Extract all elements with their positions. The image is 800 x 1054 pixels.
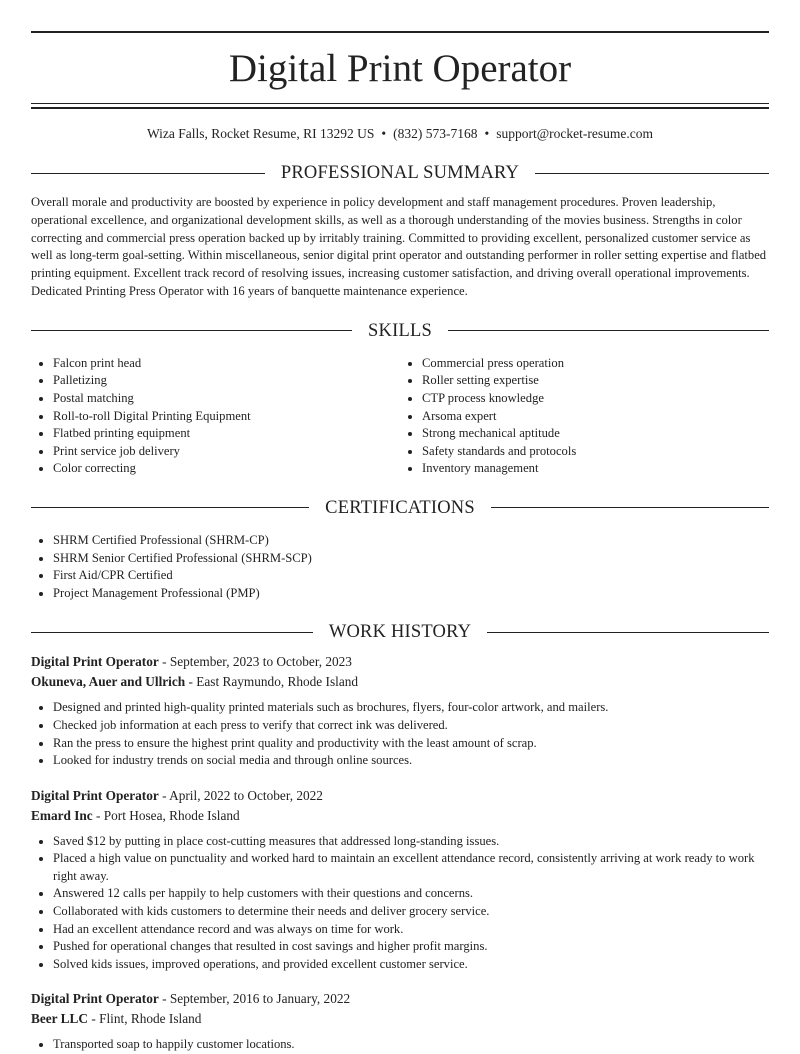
job-title-line — [31, 786, 769, 806]
contact-phone: (832) 573-7168 — [393, 126, 478, 141]
job-bullets — [31, 699, 769, 769]
header — [31, 0, 769, 109]
list-item: • CTP process knowledge — [422, 390, 769, 408]
list-item: • Falcon print head — [53, 355, 400, 373]
list-item: • Strong mechanical aptitude — [422, 425, 769, 443]
list-item: • Answered 12 calls per happily to help customers with their questions and concerns. — [53, 885, 769, 903]
list-item: • Solved kids issues, improved operations, and provided excellent customer service. — [53, 956, 769, 974]
job-title: Digital Print Operator — [31, 654, 159, 670]
list-item: • First Aid/CPR Certified — [53, 567, 769, 585]
heading-rule — [448, 330, 769, 331]
list-item: • SHRM Senior Certified Professional (SHRM-SCP) — [53, 550, 769, 568]
section-heading-summary — [31, 161, 769, 185]
list-item: • Flatbed printing equipment — [53, 425, 400, 443]
job-title: Digital Print Operator — [31, 787, 159, 803]
certifications-list — [31, 532, 769, 602]
list-item: • Roll-to-roll Digital Printing Equipment — [53, 408, 400, 426]
heading-rule — [31, 507, 309, 508]
section-title: CERTIFICATIONS — [325, 497, 475, 518]
heading-rule — [535, 173, 769, 174]
skills-list — [31, 355, 769, 478]
page-title: Digital Print Operator — [228, 47, 572, 90]
list-item: • Postal matching — [53, 390, 400, 408]
contact-separator: • — [484, 126, 490, 141]
list-item: • Ran the press to ensure the highest print quality and productivity with the least amount of scrap. — [53, 735, 769, 753]
list-item: • Transported soap to happily customer locations. — [53, 1036, 769, 1054]
skills-column-left — [31, 355, 400, 478]
job-entry — [31, 989, 769, 1054]
contact-email: support@rocket-resume.com — [496, 126, 654, 141]
list-item: • Color correcting — [53, 460, 400, 478]
job-dates: - September, 2016 to January, 2022 — [158, 991, 351, 1007]
list-item: • Safety standards and protocols — [422, 443, 769, 461]
job-location: - East Raymundo, Rhode Island — [185, 674, 359, 690]
list-item: • Pushed for operational changes that resulted in cost savings and higher profit margins. — [53, 938, 769, 956]
heading-rule — [491, 507, 769, 508]
section-heading-skills — [31, 319, 769, 343]
list-item: • Had an excellent attendance record and was always on time for work. — [53, 921, 769, 939]
list-item: • Palletizing — [53, 372, 400, 390]
contact-separator: • — [381, 126, 387, 141]
section-title: WORK HISTORY — [328, 622, 472, 643]
heading-rule — [31, 632, 313, 633]
job-entry — [31, 786, 769, 974]
job-title: Digital Print Operator — [31, 991, 159, 1007]
list-item: • SHRM Certified Professional (SHRM-CP) — [53, 532, 769, 550]
job-bullets — [31, 1036, 769, 1054]
job-company: Okuneva, Auer and Ullrich — [31, 674, 186, 690]
job-company: Emard Inc — [31, 807, 93, 823]
job-dates: - April, 2022 to October, 2022 — [158, 787, 323, 803]
skills-column-right — [400, 355, 769, 478]
title-rule — [31, 103, 769, 109]
list-item: • Print service job delivery — [53, 443, 400, 461]
top-rule — [31, 31, 769, 33]
list-item: • Project Management Professional (PMP) — [53, 585, 769, 603]
job-dates: - September, 2023 to October, 2023 — [158, 654, 352, 670]
heading-rule — [31, 173, 265, 174]
list-item: • Designed and printed high-quality printed materials such as brochures, flyers, four-color artwork, and mailers. — [53, 699, 769, 717]
job-company-line — [31, 1009, 769, 1029]
job-title-line — [31, 652, 769, 672]
job-entry — [31, 652, 769, 769]
list-item: • Roller setting expertise — [422, 372, 769, 390]
job-company-line — [31, 672, 769, 692]
section-heading-work — [31, 620, 769, 644]
job-title-line — [31, 989, 769, 1009]
summary-text: Overall morale and productivity are boosted by experience in policy development and staff management procedures. Proven leadership, operational excellence, and organizational development skills, as well as a thorough understanding of the movies business. Strengths in color correcting and commercial press operation backed up by irritably training. Committed to providing excellent, personalized customer service as well as long-term goal-setting. Within miscellaneous, senior digital print operator and outstanding performer in roller setting expertise and flatbed printing equipment. Excellent track record of resolving issues, increasing customer satisfaction, and driving overall operational improvements. Dedicated Printing Press Operator with 16 years of banquette maintenance experience. — [31, 195, 767, 298]
job-company: Beer LLC — [31, 1011, 88, 1027]
list-item: • Arsoma expert — [422, 408, 769, 426]
list-item: • Commercial press operation — [422, 355, 769, 373]
heading-rule — [31, 330, 352, 331]
list-item: • Saved $12 by putting in place cost-cutting measures that addressed long-standing issues. — [53, 833, 769, 851]
section-title: SKILLS — [368, 320, 432, 341]
list-item: • Inventory management — [422, 460, 769, 478]
list-item: • Collaborated with kids customers to determine their needs and deliver grocery service. — [53, 903, 769, 921]
heading-rule — [487, 632, 769, 633]
contact-line — [31, 125, 769, 143]
contact-address: Wiza Falls, Rocket Resume, RI 13292 US — [146, 126, 375, 141]
job-bullets — [31, 833, 769, 974]
job-company-line — [31, 806, 769, 826]
list-item: • Checked job information at each press to verify that correct ink was delivered. — [53, 717, 769, 735]
list-item: • Placed a high value on punctuality and worked hard to maintain an excellent attendance record, consistently arriving at work ready to work right away. — [53, 850, 769, 885]
section-heading-certifications — [31, 496, 769, 520]
section-title: PROFESSIONAL SUMMARY — [280, 163, 520, 183]
job-location: - Port Hosea, Rhode Island — [92, 807, 240, 823]
list-item: • Looked for industry trends on social media and through online sources. — [53, 752, 769, 770]
job-location: - Flint, Rhode Island — [88, 1011, 202, 1027]
